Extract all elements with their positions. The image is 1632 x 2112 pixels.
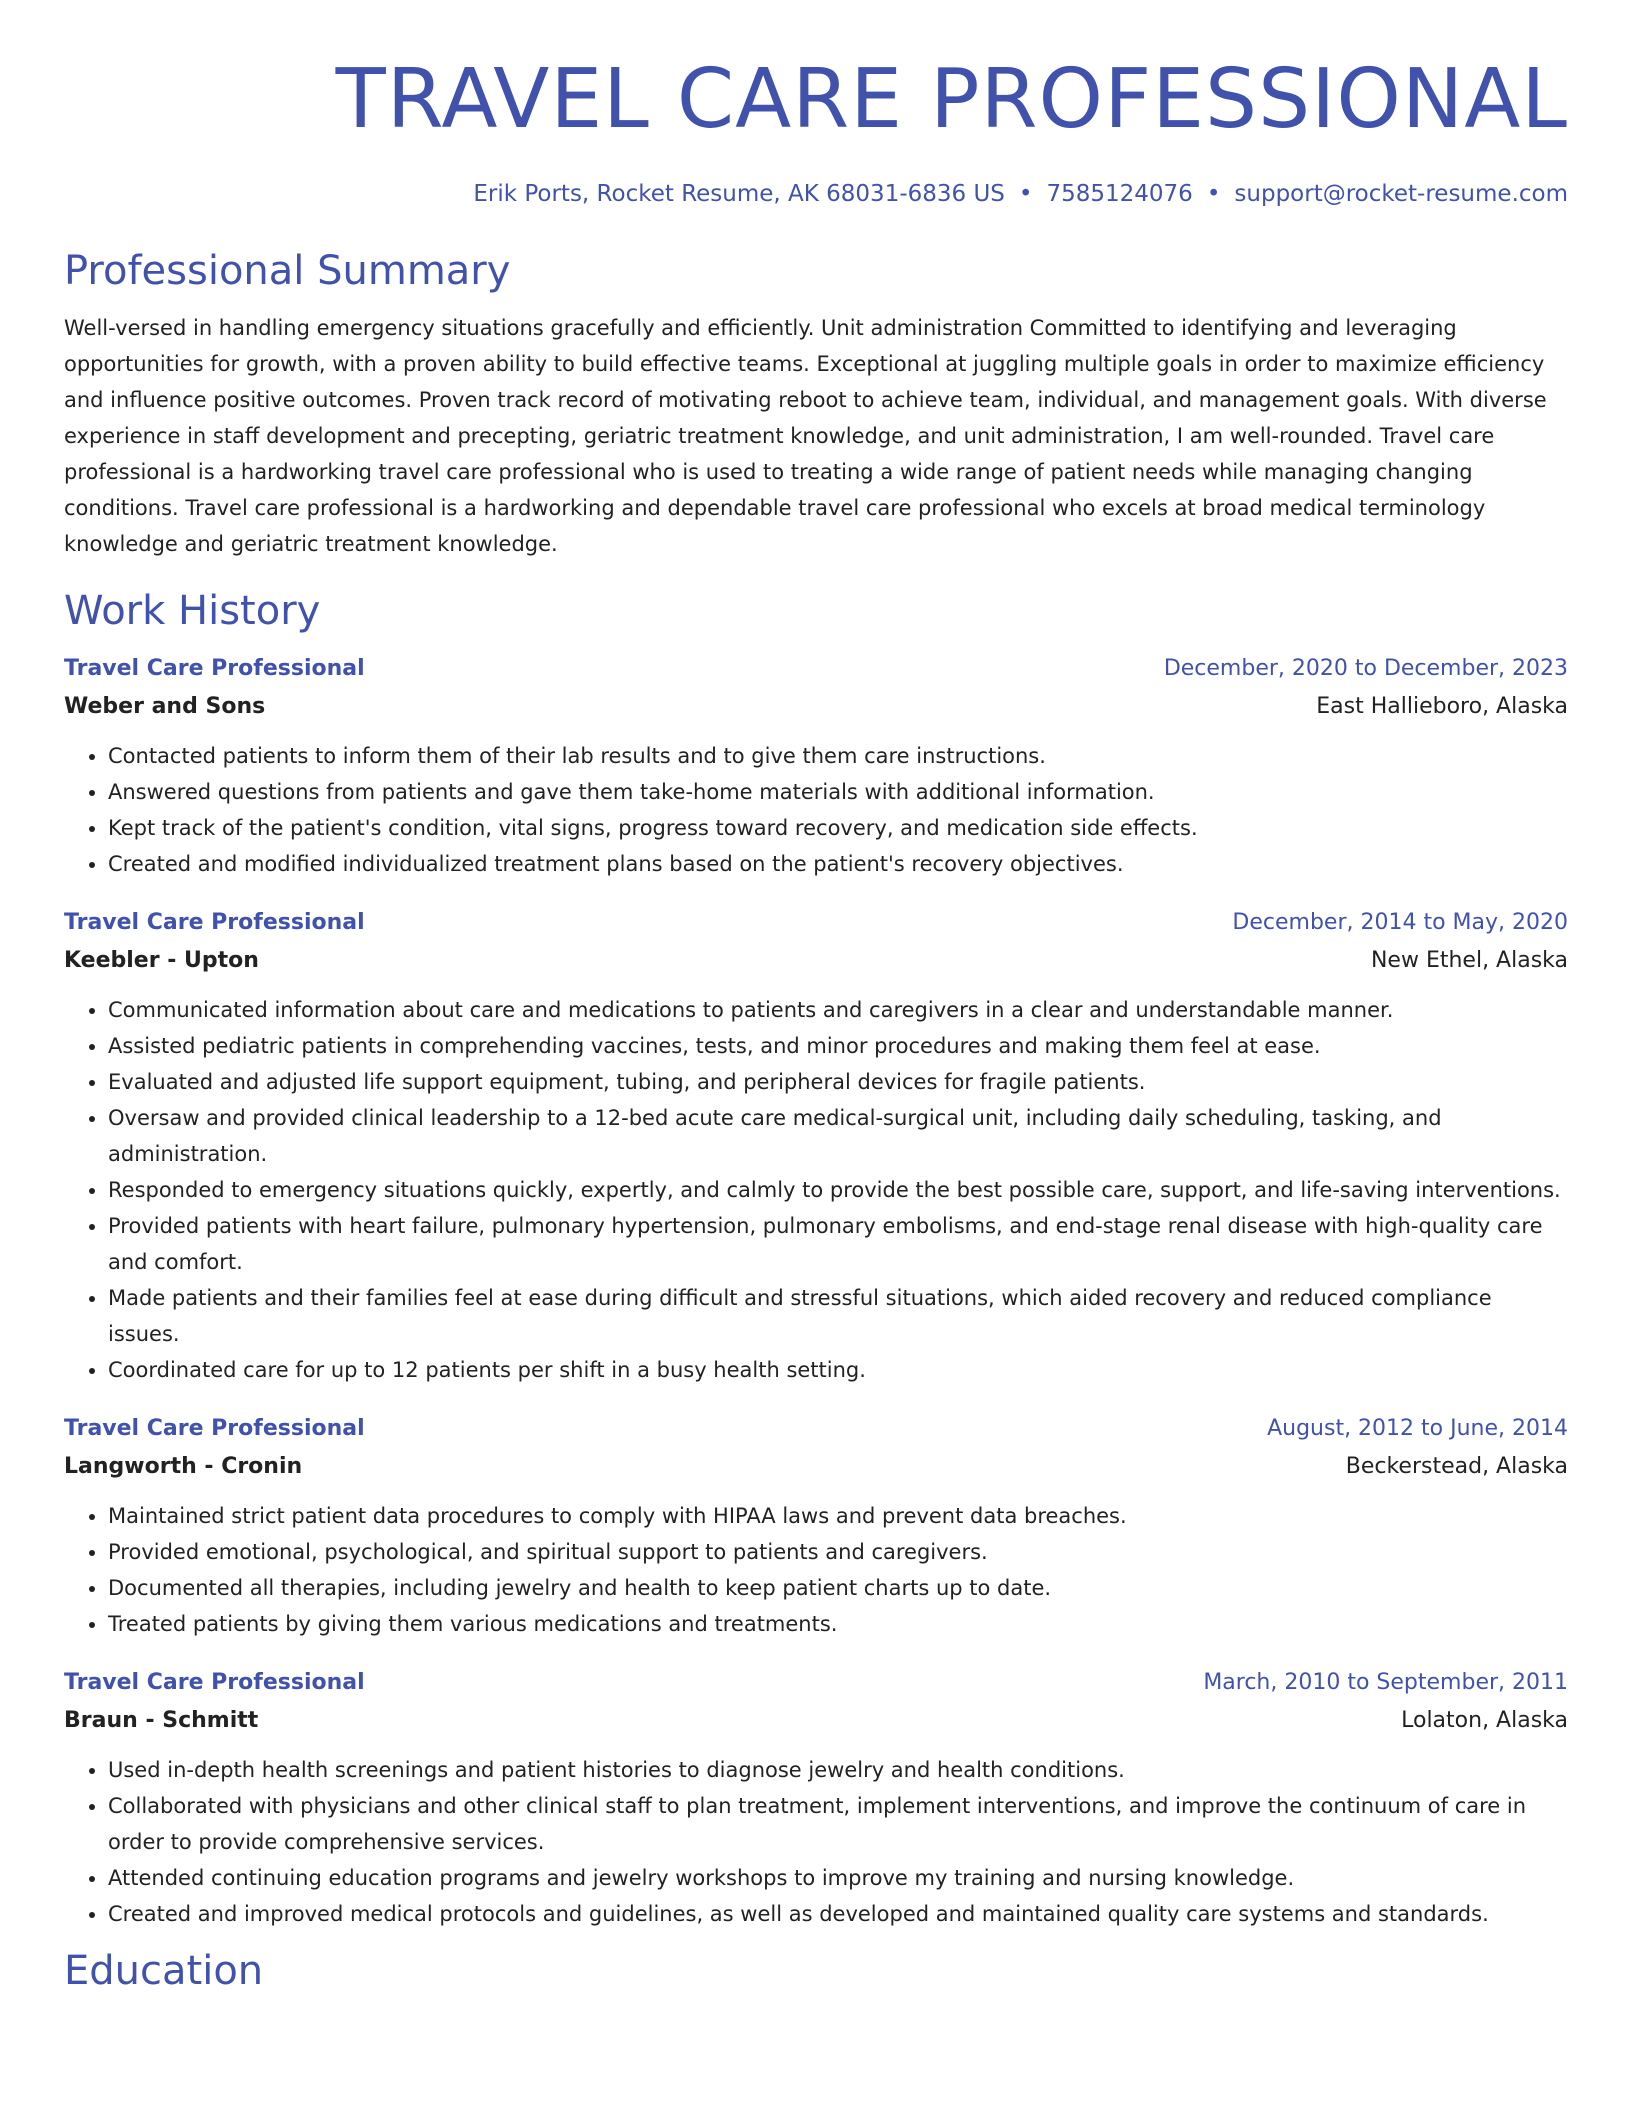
job-bullet: • Assisted pediatric patients in comprehending vaccines, tests, and minor procedures and making them feel at ease. xyxy=(108,1028,1568,1064)
job-company-row xyxy=(64,688,1568,726)
job-dates: December, 2020 to December, 2023 xyxy=(1163,656,1568,681)
job-bullet: • Created and improved medical protocols and guidelines, as well as developed and maintained quality care systems and standards. xyxy=(108,1896,1568,1932)
education-heading: Education xyxy=(64,1948,264,1994)
job-title: Travel Care Professional xyxy=(64,656,365,681)
contact-separator: • xyxy=(1206,181,1221,207)
job-company-row xyxy=(64,1448,1568,1486)
job-company-row xyxy=(64,1702,1568,1740)
job-bullet: • Treated patients by giving them various medications and treatments. xyxy=(108,1606,1568,1642)
job-bullet: • Coordinated care for up to 12 patients per shift in a busy health setting. xyxy=(108,1352,1568,1388)
job-location: East Hallieboro, Alaska xyxy=(1316,694,1568,719)
job-bullets xyxy=(64,1498,1568,1642)
resume-page xyxy=(64,0,1568,1996)
job-company: Langworth - Cronin xyxy=(64,1454,303,1479)
job-title-row xyxy=(64,650,1568,688)
job-bullet: • Provided patients with heart failure, pulmonary hypertension, pulmonary embolisms, and end-stage renal disease with high-quality care and comfort. xyxy=(108,1208,1568,1280)
job-company-row xyxy=(64,942,1568,980)
work-history-heading: Work History xyxy=(64,588,321,634)
job-entry xyxy=(64,1664,1568,1932)
job-bullet: • Used in-depth health screenings and patient histories to diagnose jewelry and health conditions. xyxy=(108,1752,1568,1788)
job-bullet: • Made patients and their families feel at ease during difficult and stressful situations, which aided recovery and reduced compliance issues. xyxy=(108,1280,1568,1352)
job-location: Lolaton, Alaska xyxy=(1401,1708,1568,1733)
job-company: Braun - Schmitt xyxy=(64,1708,259,1733)
job-title: Travel Care Professional xyxy=(64,1670,365,1695)
job-title-row xyxy=(64,1664,1568,1702)
job-company: Weber and Sons xyxy=(64,694,266,719)
summary-text: Well-versed in handling emergency situations gracefully and efficiently. Unit administration Committed to identifying and leveraging opportunities for growth, with a proven ability to build effective teams. Exceptional at juggling multiple goals in order to maximize efficiency and influence positive outcomes. Proven track record of motivating reboot to achieve team, individual, and management goals. With diverse experience in staff development and precepting, geriatric treatment knowledge, and unit administration, I am well-rounded. Travel care professional is a hardworking travel care professional who is used to treating a wide range of patient needs while managing changing conditions. Travel care professional is a hardworking and dependable travel care professional who excels at broad medical terminology knowledge and geriatric treatment knowledge. xyxy=(64,316,1547,556)
job-bullet: • Created and modified individualized treatment plans based on the patient's recovery objectives. xyxy=(108,846,1568,882)
job-bullets xyxy=(64,1752,1568,1932)
job-dates: December, 2014 to May, 2020 xyxy=(1232,910,1568,935)
job-dates: August, 2012 to June, 2014 xyxy=(1267,1416,1568,1441)
job-title: Travel Care Professional xyxy=(64,910,365,935)
job-bullets xyxy=(64,992,1568,1388)
job-bullet: • Contacted patients to inform them of their lab results and to give them care instructions. xyxy=(108,738,1568,774)
job-title: Travel Care Professional xyxy=(64,1416,365,1441)
job-bullet: • Oversaw and provided clinical leadership to a 12-bed acute care medical-surgical unit, including daily scheduling, tasking, and administration. xyxy=(108,1100,1568,1172)
job-entry xyxy=(64,650,1568,882)
contact-address: Erik Ports, Rocket Resume, AK 68031-6836 US xyxy=(473,181,1005,207)
job-bullet: • Evaluated and adjusted life support equipment, tubing, and peripheral devices for fragile patients. xyxy=(108,1064,1568,1100)
job-entry xyxy=(64,1410,1568,1642)
job-bullet: • Answered questions from patients and gave them take-home materials with additional information. xyxy=(108,774,1568,810)
resume-header xyxy=(64,0,1568,210)
job-title-row xyxy=(64,1410,1568,1448)
summary-heading: Professional Summary xyxy=(64,248,511,294)
job-entry xyxy=(64,904,1568,1388)
job-bullets xyxy=(64,738,1568,882)
job-bullet: • Provided emotional, psychological, and spiritual support to patients and caregivers. xyxy=(108,1534,1568,1570)
contact-email[interactable]: support@rocket-resume.com xyxy=(1234,181,1568,207)
job-bullet: • Maintained strict patient data procedures to comply with HIPAA laws and prevent data breaches. xyxy=(108,1498,1568,1534)
job-company: Keebler - Upton xyxy=(64,948,259,973)
job-location: New Ethel, Alaska xyxy=(1370,948,1568,973)
contact-phone: 7585124076 xyxy=(1046,181,1193,207)
job-bullet: • Communicated information about care and medications to patients and caregivers in a clear and understandable manner. xyxy=(108,992,1568,1028)
candidate-title: TRAVEL CARE PROFESSIONAL xyxy=(335,52,1568,147)
job-dates: March, 2010 to September, 2011 xyxy=(1203,1670,1568,1695)
job-bullet: • Kept track of the patient's condition, vital signs, progress toward recovery, and medication side effects. xyxy=(108,810,1568,846)
job-bullet: • Responded to emergency situations quickly, expertly, and calmly to provide the best possible care, support, and life-saving interventions. xyxy=(108,1172,1568,1208)
contact-separator: • xyxy=(1018,181,1033,207)
job-title-row xyxy=(64,904,1568,942)
job-bullet: • Collaborated with physicians and other clinical staff to plan treatment, implement interventions, and improve the continuum of care in order to provide comprehensive services. xyxy=(108,1788,1568,1860)
job-bullet: • Attended continuing education programs and jewelry workshops to improve my training and nursing knowledge. xyxy=(108,1860,1568,1896)
job-bullet: • Documented all therapies, including jewelry and health to keep patient charts up to date. xyxy=(108,1570,1568,1606)
contact-line xyxy=(64,178,1568,210)
job-location: Beckerstead, Alaska xyxy=(1345,1454,1568,1479)
